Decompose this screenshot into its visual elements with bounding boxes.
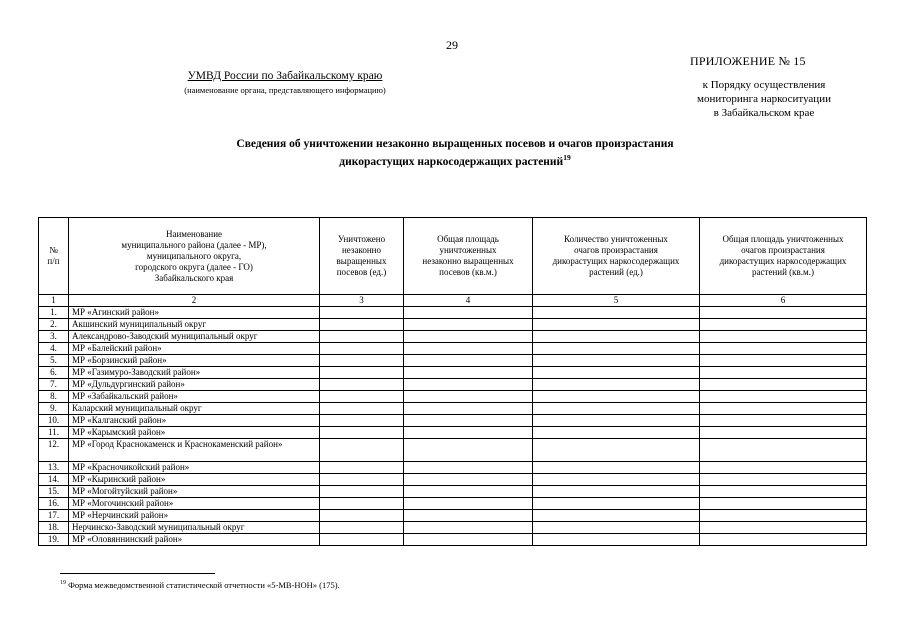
row-number: 15. [39,486,69,498]
municipality-name: МР «Дульдургинский район» [69,379,320,391]
municipality-name: МР «Город Краснокаменск и Краснокаменский район» [69,439,320,462]
value-cell[interactable] [700,343,867,355]
table-header-row [39,218,867,295]
table-row [39,319,867,331]
value-cell[interactable] [700,474,867,486]
table-row [39,427,867,439]
municipality-name: МР «Балейский район» [69,343,320,355]
table-row [39,331,867,343]
value-cell[interactable] [700,498,867,510]
value-cell[interactable] [404,474,533,486]
appendix-line-1: к Порядку осуществления [702,79,826,91]
value-cell[interactable] [320,367,404,379]
value-cell[interactable] [404,427,533,439]
value-cell[interactable] [404,331,533,343]
row-number: 13. [39,462,69,474]
appendix-line-2: мониторинга наркоситуации [697,93,831,105]
value-cell[interactable] [404,534,533,546]
value-cell[interactable] [700,367,867,379]
report-table [38,217,867,546]
row-number: 2. [39,319,69,331]
title-footnote-ref: 19 [563,153,571,162]
organization-caption: (наименование органа, представляющего информацию) [184,85,386,95]
value-cell[interactable] [533,379,700,391]
municipality-name: МР «Агинский район» [69,307,320,319]
value-cell[interactable] [700,522,867,534]
municipality-name: МР «Могойтуйский район» [69,486,320,498]
row-number: 6. [39,367,69,379]
footnote-separator [60,573,215,574]
value-cell[interactable] [700,403,867,415]
page-number: 29 [446,38,458,52]
value-cell[interactable] [700,415,867,427]
column-header-3: Уничтожено незаконно выращенных посевов (ед.) [320,218,404,295]
value-cell[interactable] [320,403,404,415]
municipality-name: Каларский муниципальный округ [69,403,320,415]
value-cell[interactable] [320,319,404,331]
value-cell[interactable] [700,391,867,403]
row-number: 12. [39,439,69,462]
table-row [39,379,867,391]
value-cell[interactable] [533,474,700,486]
value-cell[interactable] [320,343,404,355]
value-cell[interactable] [533,343,700,355]
value-cell[interactable] [404,439,533,462]
column-header-2: Наименование муниципального района (далее - МР), муниципального округа, городского округа (далее - ГО) Забайкальского края [69,218,320,295]
appendix-reference [676,78,852,120]
value-cell[interactable] [700,427,867,439]
column-number-row [39,295,867,307]
value-cell[interactable] [533,415,700,427]
value-cell[interactable] [320,439,404,462]
row-number: 9. [39,403,69,415]
value-cell[interactable] [320,427,404,439]
value-cell[interactable] [533,427,700,439]
value-cell[interactable] [404,343,533,355]
value-cell[interactable] [320,415,404,427]
value-cell[interactable] [320,510,404,522]
row-number: 17. [39,510,69,522]
value-cell[interactable] [404,367,533,379]
value-cell[interactable] [700,486,867,498]
municipality-name: МР «Борзинский район» [69,355,320,367]
value-cell[interactable] [533,391,700,403]
footnote [60,580,340,590]
value-cell[interactable] [404,391,533,403]
column-number-1: 1 [39,295,69,307]
value-cell[interactable] [404,307,533,319]
value-cell[interactable] [404,415,533,427]
value-cell[interactable] [404,498,533,510]
value-cell[interactable] [700,319,867,331]
value-cell[interactable] [320,474,404,486]
table-row [39,522,867,534]
value-cell[interactable] [700,510,867,522]
municipality-name: МР «Карымский район» [69,427,320,439]
value-cell[interactable] [320,486,404,498]
table-row [39,474,867,486]
column-number-3: 3 [320,295,404,307]
value-cell[interactable] [533,462,700,474]
appendix-title: ПРИЛОЖЕНИЕ № 15 [690,54,806,68]
municipality-name: Акшинский муниципальный округ [69,319,320,331]
value-cell[interactable] [700,379,867,391]
value-cell[interactable] [533,307,700,319]
value-cell[interactable] [320,331,404,343]
municipality-name: МР «Оловяннинский район» [69,534,320,546]
row-number: 11. [39,427,69,439]
value-cell[interactable] [320,462,404,474]
value-cell[interactable] [320,498,404,510]
value-cell[interactable] [533,510,700,522]
value-cell[interactable] [404,462,533,474]
value-cell[interactable] [320,307,404,319]
column-number-4: 4 [404,295,533,307]
value-cell[interactable] [320,391,404,403]
document-title-line-1: Сведения об уничтожении незаконно выращенных посевов и очагов произрастания [236,138,674,150]
value-cell[interactable] [404,319,533,331]
row-number: 16. [39,498,69,510]
value-cell[interactable] [533,439,700,462]
value-cell[interactable] [533,498,700,510]
column-header-1: № п/п [39,218,69,295]
row-number: 8. [39,391,69,403]
value-cell[interactable] [533,403,700,415]
value-cell[interactable] [320,379,404,391]
table-row [39,462,867,474]
value-cell[interactable] [320,355,404,367]
value-cell[interactable] [533,522,700,534]
column-number-5: 5 [533,295,700,307]
municipality-name: Александрово-Заводский муниципальный округ [69,331,320,343]
table-row [39,486,867,498]
value-cell[interactable] [404,379,533,391]
table-row [39,415,867,427]
document-title-line-2-text: дикорастущих наркосодержащих растений [339,155,564,168]
table-row [39,403,867,415]
table-row [39,307,867,319]
table-row [39,343,867,355]
column-number-2: 2 [69,295,320,307]
value-cell[interactable] [320,534,404,546]
value-cell[interactable] [533,355,700,367]
municipality-name: МР «Красночикойский район» [69,462,320,474]
value-cell[interactable] [700,534,867,546]
value-cell[interactable] [320,522,404,534]
table-row [39,367,867,379]
document-title [160,137,750,169]
row-number: 10. [39,415,69,427]
table-row [39,534,867,546]
table-row [39,439,867,462]
value-cell[interactable] [404,403,533,415]
value-cell[interactable] [533,534,700,546]
municipality-name: МР «Калганский район» [69,415,320,427]
value-cell[interactable] [533,486,700,498]
footnote-text: Форма межведомственной статистической отчетности «5-МВ-НОН» (175). [68,580,340,590]
column-header-4: Общая площадь уничтоженных незаконно выращенных посевов (кв.м.) [404,218,533,295]
column-number-6: 6 [700,295,867,307]
table-row [39,498,867,510]
row-number: 19. [39,534,69,546]
row-number: 18. [39,522,69,534]
value-cell[interactable] [700,307,867,319]
value-cell[interactable] [700,331,867,343]
value-cell[interactable] [700,439,867,462]
row-number: 4. [39,343,69,355]
appendix-line-3: в Забайкальском крае [713,107,815,119]
municipality-name: МР «Могочинский район» [69,498,320,510]
value-cell[interactable] [404,355,533,367]
column-header-6: Общая площадь уничтоженных очагов произрастания дикорастущих наркосодержащих растений (кв.м.) [700,218,867,295]
row-number: 7. [39,379,69,391]
row-number: 14. [39,474,69,486]
municipality-name: МР «Газимуро-Заводский район» [69,367,320,379]
municipality-name: МР «Нерчинский район» [69,510,320,522]
table-row [39,355,867,367]
table-row [39,510,867,522]
row-number: 5. [39,355,69,367]
organization-name: УМВД России по Забайкальскому краю [187,70,383,82]
value-cell[interactable] [700,462,867,474]
value-cell[interactable] [533,331,700,343]
municipality-name: МР «Кыринский район» [69,474,320,486]
table-row [39,391,867,403]
value-cell[interactable] [404,486,533,498]
row-number: 1. [39,307,69,319]
value-cell[interactable] [404,522,533,534]
municipality-name: Нерчинско-Заводский муниципальный округ [69,522,320,534]
footnote-mark: 19 [60,580,66,587]
column-header-5: Количество уничтоженных очагов произрастания дикорастущих наркосодержащих растений (ед.) [533,218,700,295]
value-cell[interactable] [700,355,867,367]
value-cell[interactable] [404,510,533,522]
value-cell[interactable] [533,367,700,379]
row-number: 3. [39,331,69,343]
value-cell[interactable] [533,319,700,331]
document-title-line-2 [160,151,750,169]
municipality-name: МР «Забайкальский район» [69,391,320,403]
